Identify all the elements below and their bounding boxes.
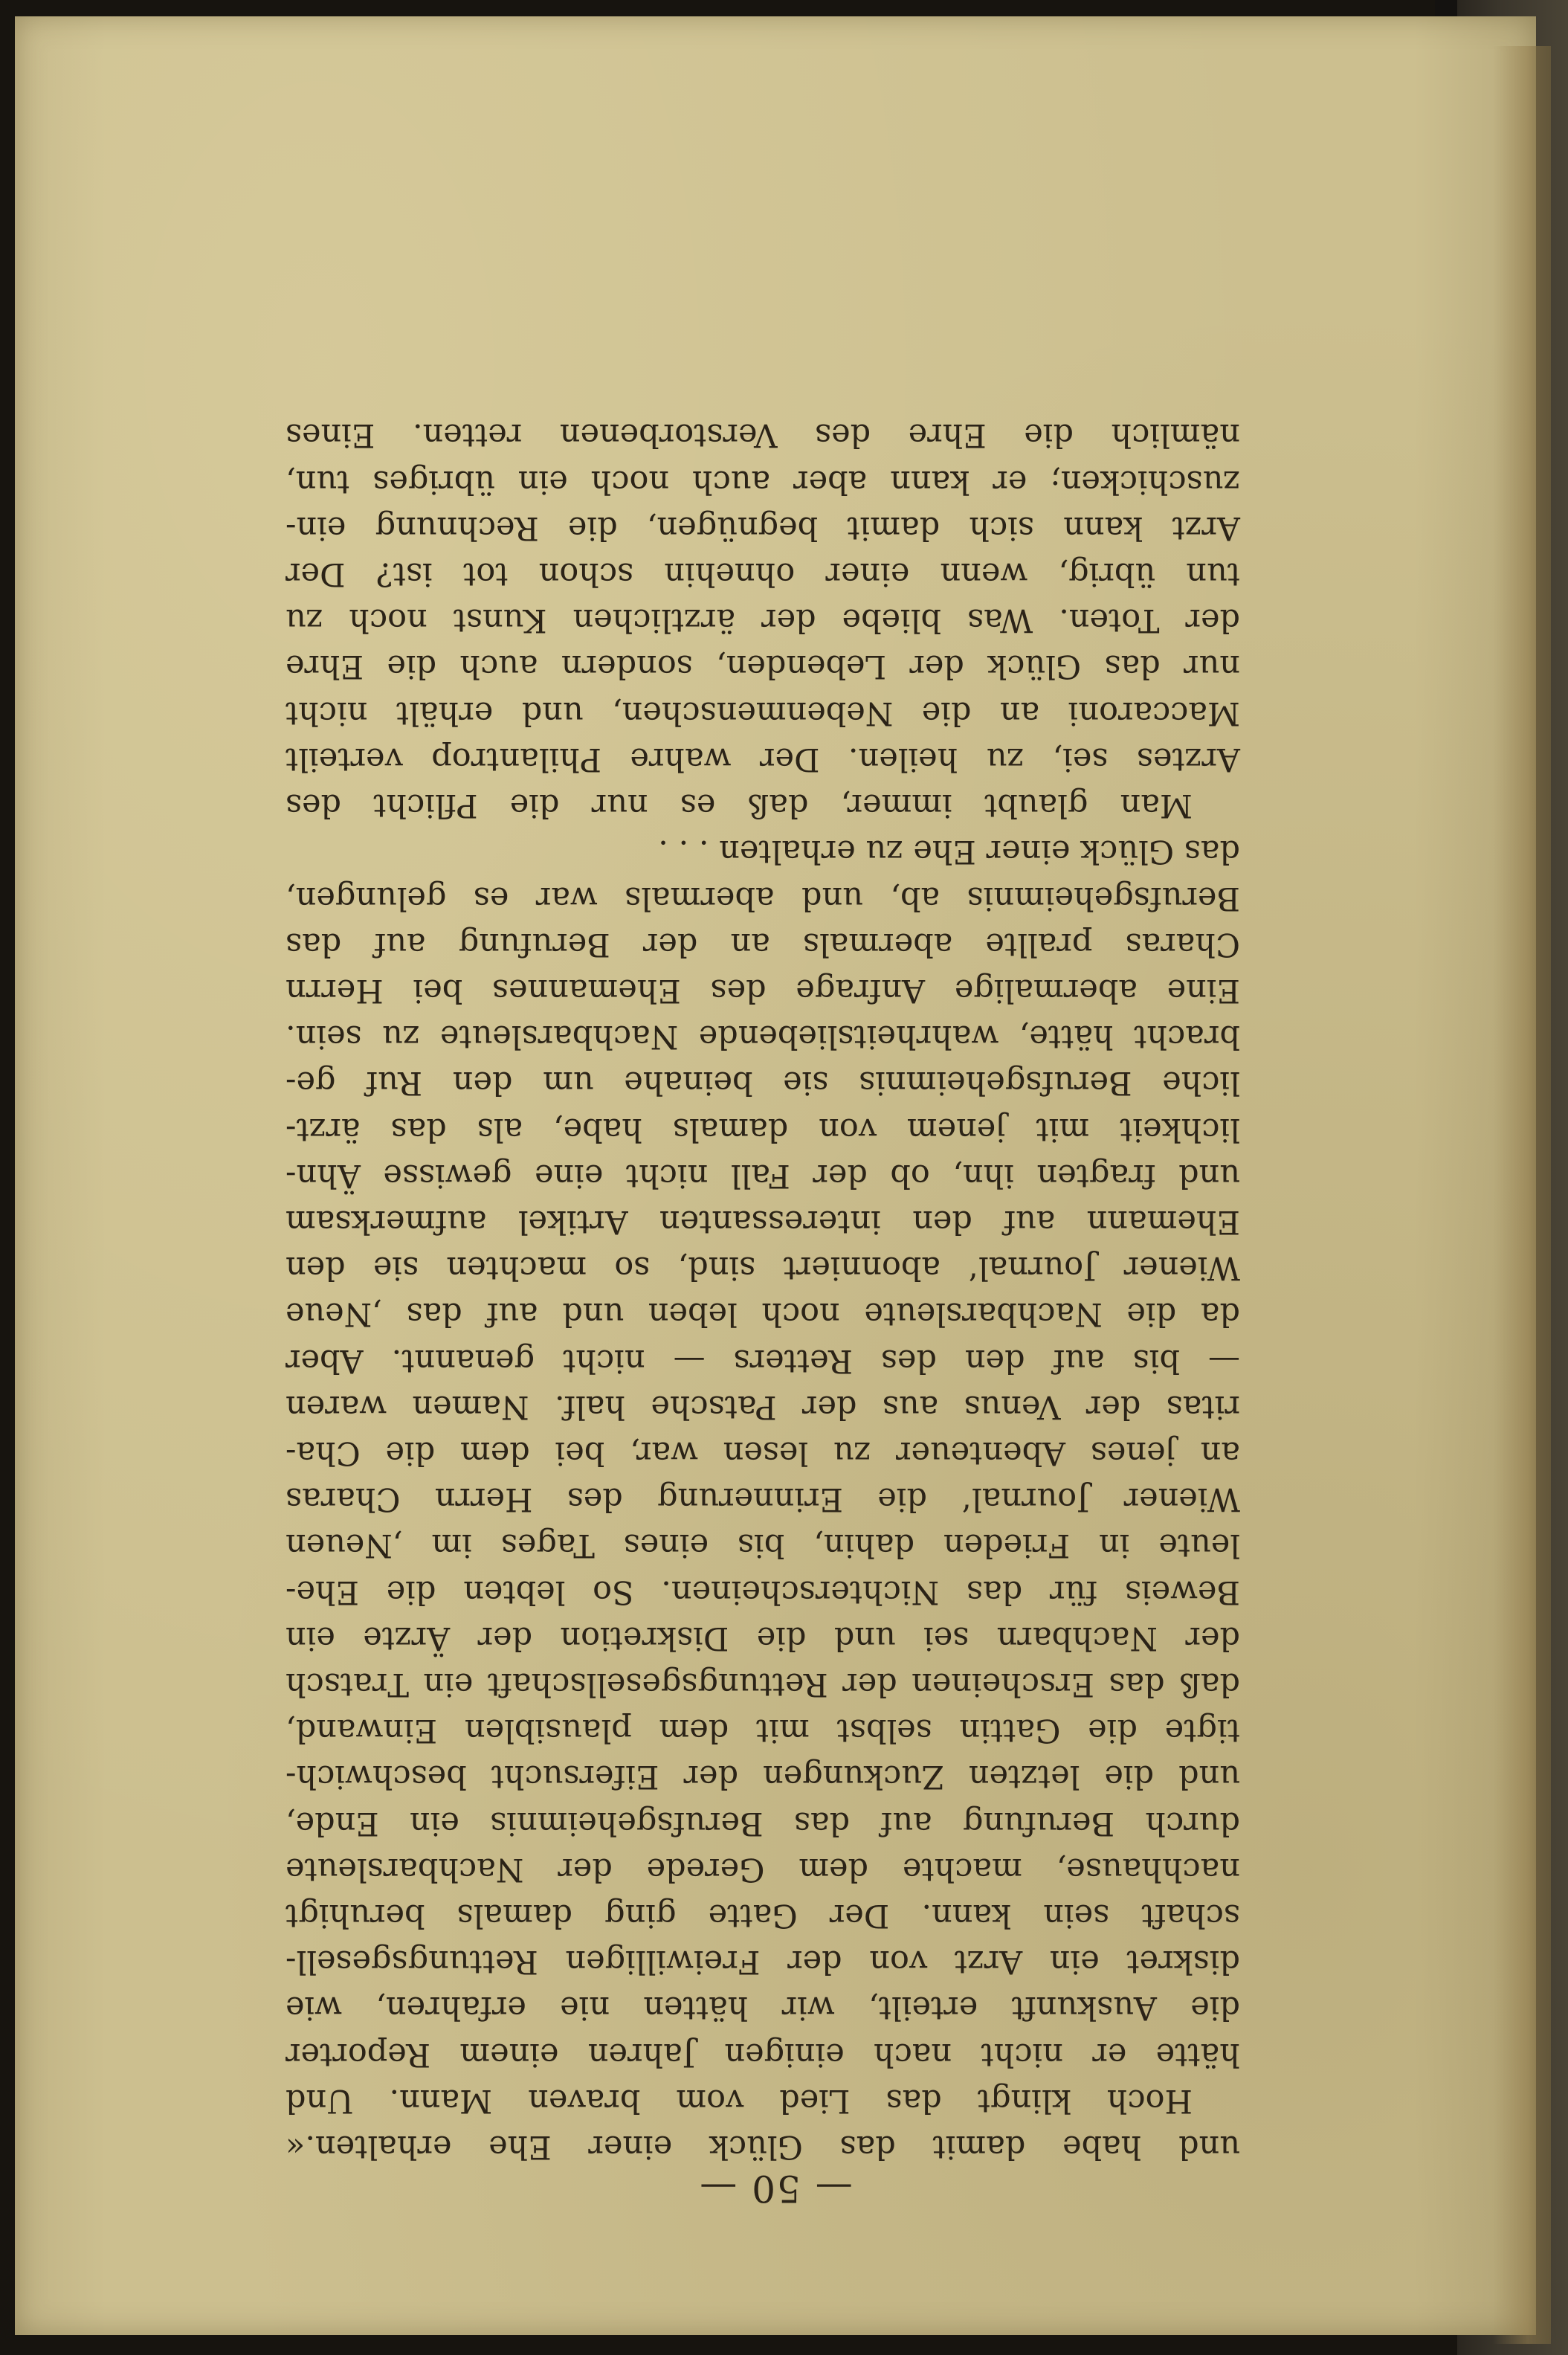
text-line: diskret ein Arzt von der Freiwilligen Rettungsgesell- bbox=[285, 1943, 1240, 1981]
text-line: Man glaubt immer, daß es nur die Pflicht des bbox=[285, 787, 1193, 825]
text-line: bracht hätte, wahrheitsliebende Nachbarsleute zu sein. bbox=[285, 1018, 1240, 1056]
text-line: durch Berufung auf das Berufsgeheimnis ein Ende, bbox=[285, 1804, 1240, 1842]
text-line: und fragten ihn, ob der Fall nicht eine gewisse Ähn- bbox=[285, 1156, 1240, 1194]
upside-down-content bbox=[15, 16, 1536, 2335]
text-line: Wiener Journal‘ abonniert sind, so machten sie den bbox=[285, 1249, 1240, 1287]
text-line: an jenes Abenteuer zu lesen war, bei dem die Cha- bbox=[285, 1434, 1240, 1472]
page-number: — 50 — bbox=[698, 2167, 853, 2210]
text-line: Beweis für das Nichterscheinen. So lebten die Ehe- bbox=[285, 1573, 1240, 1611]
text-line: und habe damit das Glück einer Ehe erhalten.« bbox=[285, 2128, 1240, 2165]
text-line: Charas prallte abermals an der Berufung auf das bbox=[285, 925, 1240, 963]
text-line: nur das Glück der Lebenden, sondern auch die Ehre bbox=[285, 648, 1240, 686]
text-line: schaft sein kann. Der Gatte ging damals beruhigt bbox=[285, 1896, 1240, 1934]
text-line: da die Nachbarsleute noch leben und auf das ‚Neue bbox=[285, 1295, 1240, 1333]
text-line: Berufsgeheimnis ab, und abermals war es gelungen, bbox=[285, 879, 1240, 917]
text-line: nachhause, machte dem Gerede der Nachbarsleute bbox=[285, 1850, 1240, 1888]
text-line: tun übrig, wenn einer ohnehin schon tot ist? Der bbox=[285, 555, 1240, 593]
text-line: liche Berufsgeheimnis sie beinahe um den Ruf ge- bbox=[285, 1064, 1240, 1102]
body-text bbox=[285, 412, 1240, 2170]
text-line: Arzt kann sich damit begnügen, die Rechnung ein- bbox=[285, 509, 1240, 547]
text-line: tigte die Gattin selbst mit dem plausiblen Einwand, bbox=[285, 1712, 1240, 1750]
text-line: und die letzten Zuckungen der Eifersucht beschwich- bbox=[285, 1758, 1240, 1796]
text-line: Hoch klingt das Lied vom braven Mann. Und bbox=[285, 2081, 1193, 2119]
text-line: lichkeit mit jenem von damals habe, als das ärzt- bbox=[285, 1110, 1240, 1148]
text-line: die Auskunft erteilt, wir hätten nie erfahren, wie bbox=[285, 1989, 1240, 2027]
text-line: Maccaroni an die Nebenmenschen, und erhält nicht bbox=[285, 694, 1240, 732]
text-line: das Glück einer Ehe zu erhalten . . . bbox=[658, 833, 1240, 871]
text-line: der Toten. Was bliebe der ärztlichen Kunst noch zu bbox=[285, 602, 1240, 640]
text-line: Wiener Journal‘ die Erinnerung des Herrn Charas bbox=[285, 1481, 1240, 1518]
text-line: daß das Erscheinen der Rettungsgesellschaft ein Tratsch bbox=[285, 1665, 1240, 1703]
text-line: Eine abermalige Anfrage des Ehemannes bei Herrn bbox=[285, 971, 1240, 1009]
text-line: — bis auf den des Retters — nicht genannt. Aber bbox=[285, 1341, 1240, 1379]
text-line: Arztes sei, zu heilen. Der wahre Philantrop verteilt bbox=[285, 740, 1240, 778]
text-line: nämlich die Ehre des Verstorbenen retten. Eines bbox=[285, 416, 1240, 454]
text-line: zuschicken; er kann aber auch noch ein übriges tun, bbox=[285, 463, 1240, 500]
text-line: ritas der Venus aus der Patsche half. Namen waren bbox=[285, 1388, 1240, 1425]
text-line: hätte er nicht nach einigen Jahren einem Reporter bbox=[285, 2035, 1240, 2073]
text-line: leute in Frieden dahin, bis eines Tages im ‚Neuen bbox=[285, 1527, 1240, 1565]
text-line: Ehemann auf den interessanten Artikel aufmerksam bbox=[285, 1202, 1240, 1240]
text-line: der Nachbarn sei und die Diskretion der Ärzte ein bbox=[285, 1619, 1240, 1657]
book-page bbox=[15, 16, 1536, 2335]
